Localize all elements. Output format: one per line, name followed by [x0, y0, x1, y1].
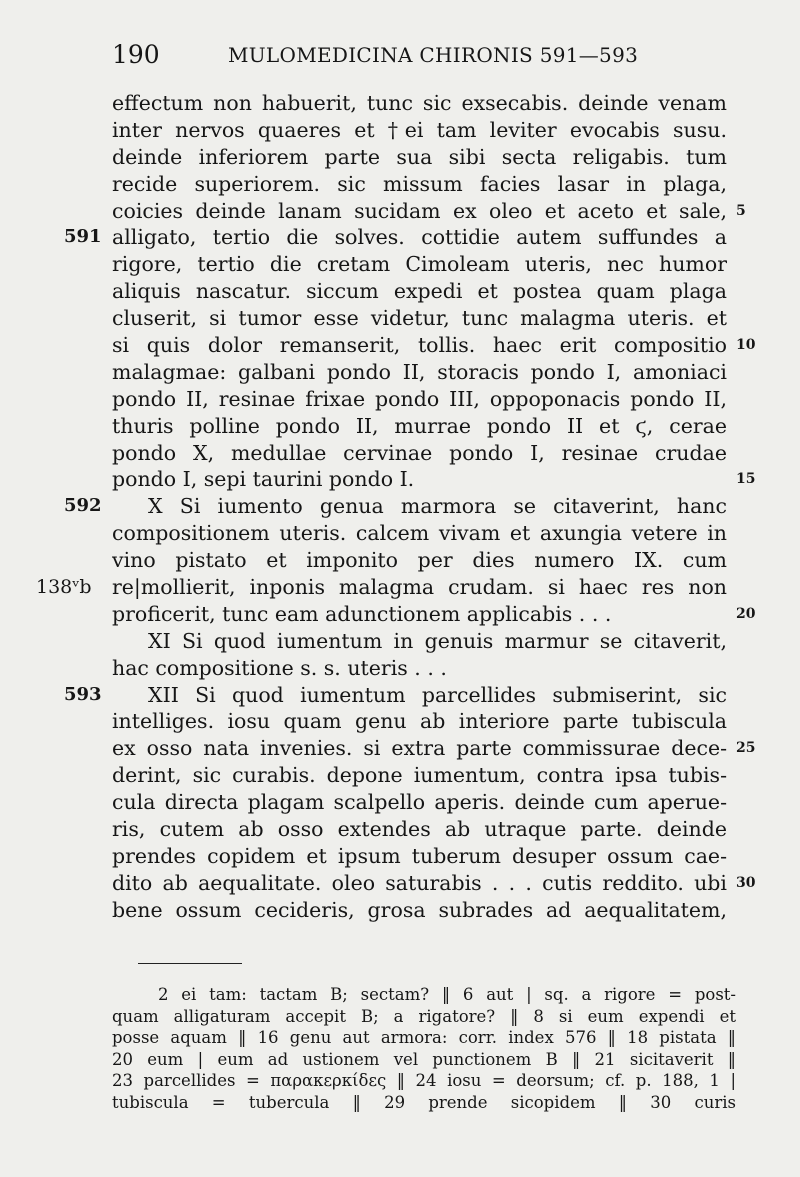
line-text: bene ossum cecideris, grosa subrades ad aequalitatem,	[112, 897, 727, 922]
text-line	[0, 117, 800, 144]
text-line	[0, 708, 800, 735]
line-text: cluserit, si tumor esse videtur, tunc malagma uteris. et	[112, 306, 727, 331]
line-number: 10	[736, 337, 756, 354]
text-line	[0, 601, 800, 628]
line-number: 5	[736, 202, 746, 219]
line-text: pondo X, medullae cervinae pondo I, resinae crudae	[112, 440, 727, 465]
line-text: XII Si quod iumentum parcellides submiserint, sic	[148, 682, 727, 707]
text-line	[0, 413, 800, 440]
line-number: 30	[736, 874, 756, 891]
text-line	[0, 198, 800, 225]
line-text: rigore, tertio die cretam Cimoleam uteris, nec humor	[112, 252, 727, 277]
section-number: 592	[64, 495, 102, 517]
line-text: intelliges. iosu quam genu ab interiore parte tubiscula	[112, 709, 727, 734]
text-line	[0, 870, 800, 897]
text-line	[0, 493, 800, 520]
text-line	[0, 332, 800, 359]
text-line	[0, 224, 800, 251]
main-text	[0, 90, 800, 924]
line-number: 15	[736, 471, 756, 488]
line-text: X Si iumento genua marmora se citaverint, hanc	[148, 494, 727, 519]
text-line	[0, 440, 800, 467]
line-text: malagmae: galbani pondo II, storacis pondo I, amoniaci	[112, 359, 727, 384]
line-text: cula directa plagam scalpello aperis. deinde cum aperue-	[112, 790, 727, 815]
text-line	[0, 735, 800, 762]
apparatus-text: quam alligaturam accepit B; a rigatore? ‖ 8 si eum expendi et	[112, 1006, 736, 1026]
apparatus-text: posse aquam ‖ 16 genu aut armora: corr. index 576 ‖ 18 pistata ‖	[112, 1028, 736, 1047]
text-line	[0, 171, 800, 198]
text-line	[0, 90, 800, 117]
text-line	[0, 655, 800, 682]
line-text: deinde inferiorem parte sua sibi secta religabis. tum	[112, 144, 727, 169]
section-number: 593	[64, 683, 102, 705]
line-text: ris, cutem ab osso extendes ab utraque parte. deinde	[112, 817, 727, 842]
page-header	[0, 40, 800, 70]
apparatus-text: 23 parcellides = παρακερκίδες ‖ 24 iosu = deorsum; cf. p. 188, 1 |	[112, 1071, 736, 1090]
text-line	[0, 305, 800, 332]
text-line	[0, 897, 800, 924]
text-line	[0, 574, 800, 601]
apparatus-line	[0, 1027, 800, 1049]
text-line	[0, 789, 800, 816]
line-text: inter nervos quaeres et †ei tam leviter evocabis susu.	[112, 117, 727, 142]
running-title: MULOMEDICINA CHIRONIS 591—593	[228, 43, 639, 67]
text-line	[0, 520, 800, 547]
line-text: pondo I, sepi taurini pondo I.	[112, 467, 415, 492]
text-line	[0, 816, 800, 843]
line-text: derint, sic curabis. depone iumentum, contra ipsa tubis-	[112, 763, 727, 788]
apparatus-text: tubiscula = tubercula ‖ 29 prende sicopidem ‖ 30 curis	[112, 1092, 736, 1112]
text-line	[0, 359, 800, 386]
line-text: dito ab aequalitate. oleo saturabis . . . cutis reddito. ubi	[112, 870, 727, 895]
text-line	[0, 278, 800, 305]
text-line	[0, 144, 800, 171]
text-line	[0, 628, 800, 655]
text-line	[0, 251, 800, 278]
text-line	[0, 386, 800, 413]
line-text: effectum non habuerit, tunc sic exsecabis. deinde venam	[112, 91, 727, 115]
line-text: vino pistato et imponito per dies numero IX. cum	[112, 548, 727, 573]
line-text: coicies deinde lanam sucidam ex oleo et aceto et sale,	[112, 198, 727, 223]
text-line	[0, 682, 800, 709]
line-number: 25	[736, 740, 756, 757]
line-text: re|mollierit, inponis malagma crudam. si haec res non	[112, 575, 727, 600]
text-line	[0, 547, 800, 574]
line-text: aliquis nascatur. siccum expedi et postea quam plaga	[112, 279, 727, 304]
line-text: hac compositione s. s. uteris . . .	[112, 655, 447, 680]
page-number: 190	[112, 40, 160, 69]
line-text: alligato, tertio die solves. cottidie autem suffundes a	[112, 225, 727, 250]
line-text: thuris polline pondo II, murrae pondo II et ϛ, cerae	[112, 413, 727, 438]
folio-marker: 138ᵛb	[36, 576, 92, 599]
line-number: 20	[736, 605, 756, 622]
line-text: prendes copidem et ipsum tuberum desuper ossum cae-	[112, 843, 727, 868]
critical-apparatus	[0, 984, 800, 1113]
apparatus-line	[0, 1006, 800, 1028]
text-line	[0, 843, 800, 870]
section-number: 591	[64, 226, 102, 248]
apparatus-line	[0, 984, 800, 1006]
apparatus-text: 2 ei tam: tactam B; sectam? ‖ 6 aut | sq. a rigore = post-	[158, 985, 736, 1004]
line-text: proficerit, tunc eam adunctionem applicabis . . .	[112, 601, 612, 626]
footnote-rule	[138, 963, 242, 964]
line-text: recide superiorem. sic missum facies lasar in plaga,	[112, 171, 727, 196]
apparatus-line	[0, 1049, 800, 1071]
line-text: compositionem uteris. calcem vivam et axungia vetere in	[112, 521, 727, 546]
text-line	[0, 466, 800, 493]
line-text: si quis dolor remanserit, tollis. haec erit compositio	[112, 333, 727, 358]
line-text: ex osso nata invenies. si extra parte commissurae dece-	[112, 736, 727, 761]
apparatus-text: 20 eum | eum ad ustionem vel punctionem B ‖ 21 sicitaverit ‖	[112, 1049, 736, 1069]
line-text: pondo II, resinae frixae pondo III, oppoponacis pondo II,	[112, 386, 727, 411]
apparatus-line	[0, 1070, 800, 1092]
line-text: XI Si quod iumentum in genuis marmur se citaverit,	[148, 628, 727, 653]
text-line	[0, 762, 800, 789]
apparatus-line	[0, 1092, 800, 1114]
